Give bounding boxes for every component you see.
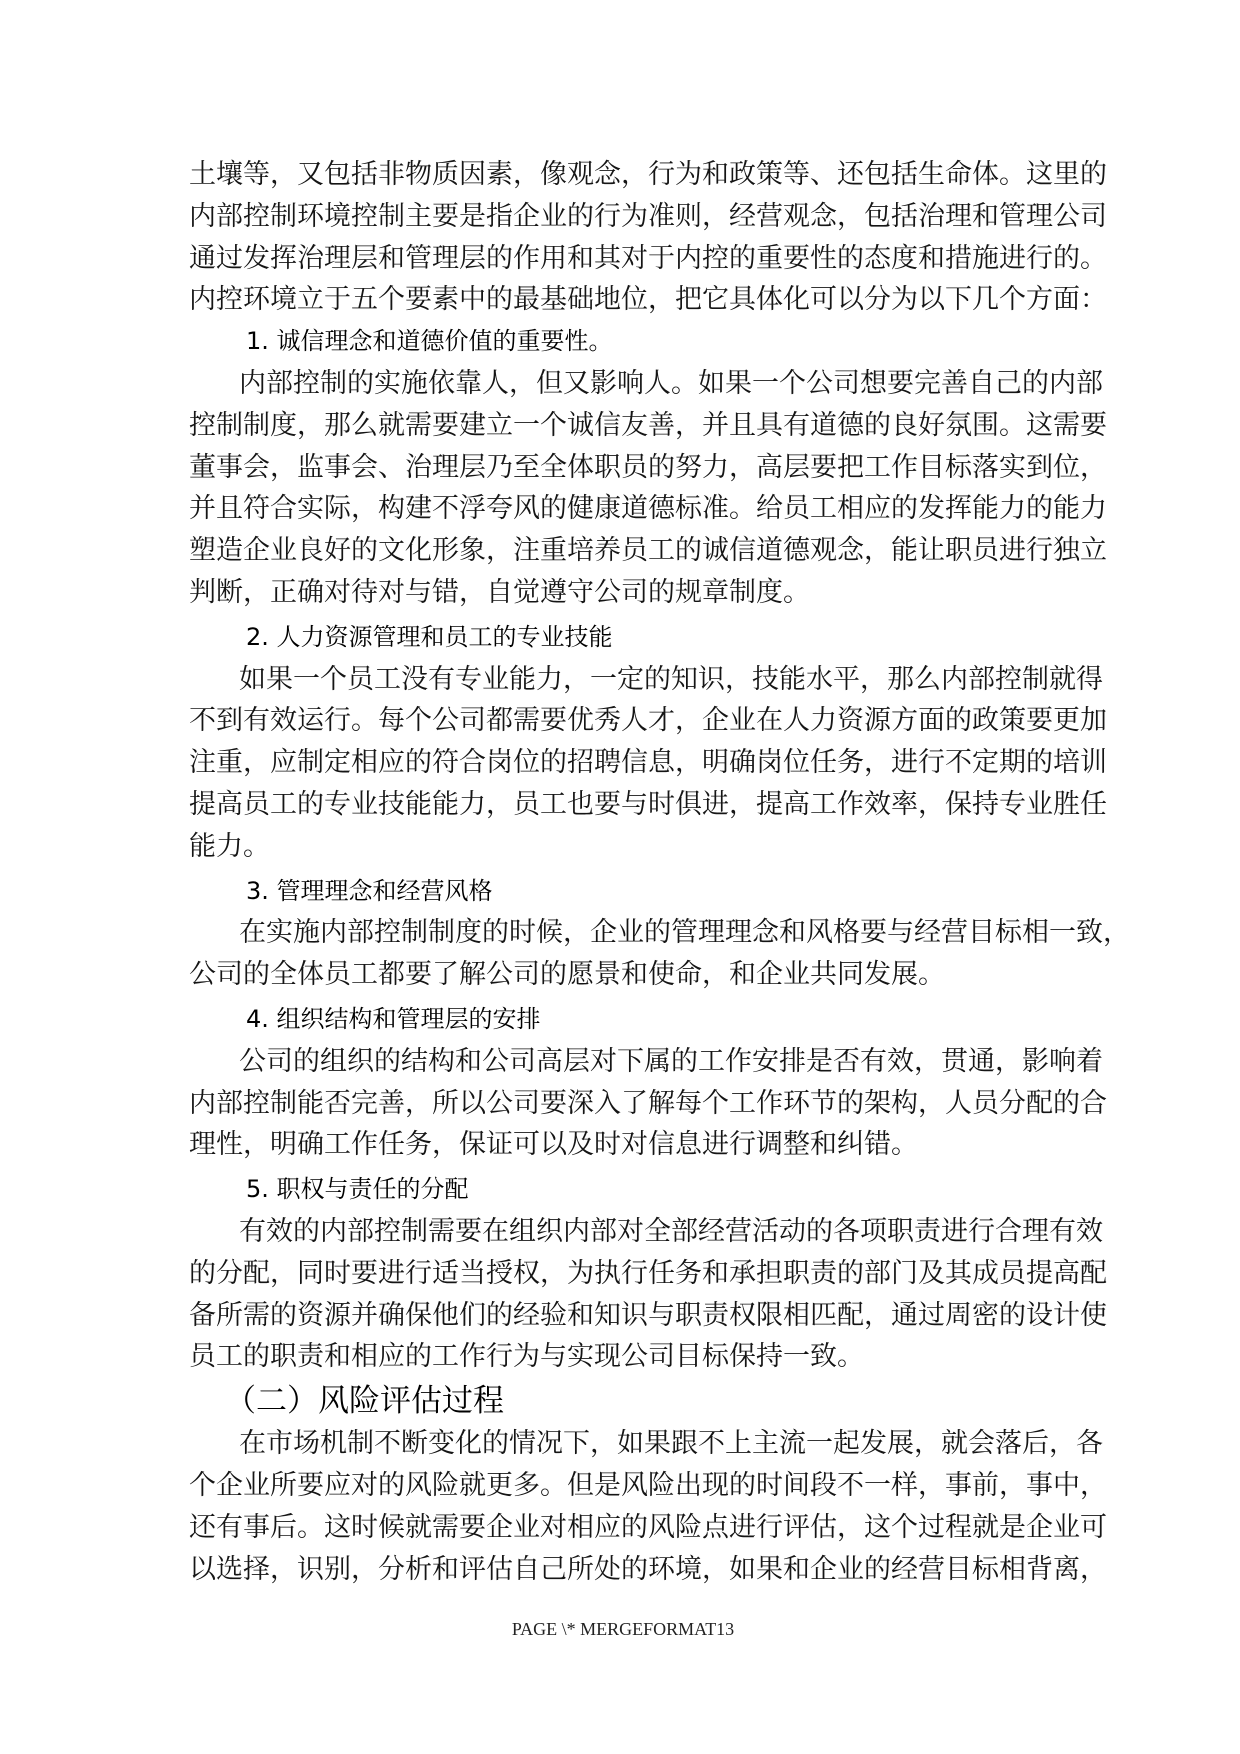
paragraph — [189, 1211, 1107, 1378]
text-line: 通过发挥治理层和管理层的作用和其对于内控的重要性的态度和措施进行的。 — [189, 242, 1107, 274]
page-footer: PAGE \* MERGEFORMAT13 — [511, 1619, 735, 1639]
text-line: 在市场机制不断变化的情况下，如果跟不上主流一起发展，就会落后，各 — [239, 1428, 1103, 1460]
text-line: 的分配，同时要进行适当授权，为执行任务和承担职责的部门及其成员提高配 — [189, 1257, 1107, 1289]
text-line: 理性，明确工作任务，保证可以及时对信息进行调整和纠错。 — [189, 1129, 918, 1161]
text-line: 控制制度，那么就需要建立一个诚信友善，并且具有道德的良好氛围。这需要 — [189, 409, 1107, 441]
subsection-heading: 5. 职权与责任的分配 — [246, 1175, 469, 1204]
text-line: 内部控制能否完善，所以公司要深入了解每个工作环节的架构，人员分配的合 — [189, 1087, 1107, 1119]
paragraph — [189, 1041, 1107, 1166]
text-line: 判断，正确对待对与错，自觉遵守公司的规章制度。 — [189, 576, 810, 608]
text-line: 内控环境立于五个要素中的最基础地位，把它具体化可以分为以下几个方面： — [189, 284, 1107, 316]
text-line: 备所需的资源并确保他们的经验和知识与职责权限相匹配，通过周密的设计使 — [189, 1299, 1107, 1331]
text-line: 不到有效运行。每个公司都需要优秀人才，企业在人力资源方面的政策要更加 — [189, 705, 1107, 737]
text-line: 以选择，识别，分析和评估自己所处的环境，如果和企业的经营目标相背离， — [189, 1553, 1107, 1585]
paragraph — [189, 659, 1107, 868]
text-line: 土壤等，又包括非物质因素，像观念，行为和政策等、还包括生命体。这里的 — [189, 159, 1107, 190]
text-line: 个企业所要应对的风险就更多。但是风险出现的时间段不一样，事前，事中， — [189, 1469, 1107, 1501]
document-body — [189, 154, 1130, 1590]
text-line: 公司的全体员工都要了解公司的愿景和使命，和企业共同发展。 — [189, 959, 945, 991]
text-line: 如果一个员工没有专业能力，一定的知识，技能水平，那么内部控制就得 — [239, 663, 1103, 695]
text-line: 公司的组织的结构和公司高层对下属的工作安排是否有效，贯通，影响着 — [239, 1045, 1103, 1077]
paragraph — [189, 1423, 1107, 1590]
text-line: 提高员工的专业技能能力，员工也要与时俱进，提高工作效率，保持专业胜任 — [189, 788, 1107, 820]
subsection-heading: 1. 诚信理念和道德价值的重要性。 — [246, 327, 613, 356]
text-line: 员工的职责和相应的工作行为与实现公司目标保持一致。 — [189, 1341, 864, 1373]
subsection-heading: 2. 人力资源管理和员工的专业技能 — [246, 622, 613, 651]
text-line: 内部控制环境控制主要是指企业的行为准则，经营观念，包括治理和管理公司 — [189, 200, 1107, 232]
paragraph — [189, 912, 1130, 996]
text-line: 能力。 — [189, 830, 270, 862]
subsection-heading: 4. 组织结构和管理层的安排 — [246, 1004, 541, 1033]
subsection-heading: 3. 管理理念和经营风格 — [246, 876, 493, 905]
paragraph — [189, 363, 1107, 614]
text-line: 还有事后。这时候就需要企业对相应的风险点进行评估，这个过程就是企业可 — [189, 1511, 1107, 1543]
section-heading: （二）风险评估过程 — [225, 1383, 504, 1420]
text-line: 内部控制的实施依靠人，但又影响人。如果一个公司想要完善自己的内部 — [239, 367, 1103, 399]
text-line: 有效的内部控制需要在组织内部对全部经营活动的各项职责进行合理有效 — [239, 1215, 1103, 1247]
text-line: 并且符合实际，构建不浮夸风的健康道德标准。给员工相应的发挥能力的能力 — [189, 493, 1107, 525]
text-line: 塑造企业良好的文化形象，注重培养员工的诚信道德观念，能让职员进行独立 — [189, 535, 1107, 567]
text-line: 注重，应制定相应的符合岗位的招聘信息，明确岗位任务，进行不定期的培训 — [189, 747, 1107, 779]
text-line: 在实施内部控制制度的时候，企业的管理理念和风格要与经营目标相一致， — [239, 917, 1130, 949]
paragraph — [189, 154, 1107, 321]
text-line: 董事会，监事会、治理层乃至全体职员的努力，高层要把工作目标落实到位， — [189, 451, 1107, 483]
